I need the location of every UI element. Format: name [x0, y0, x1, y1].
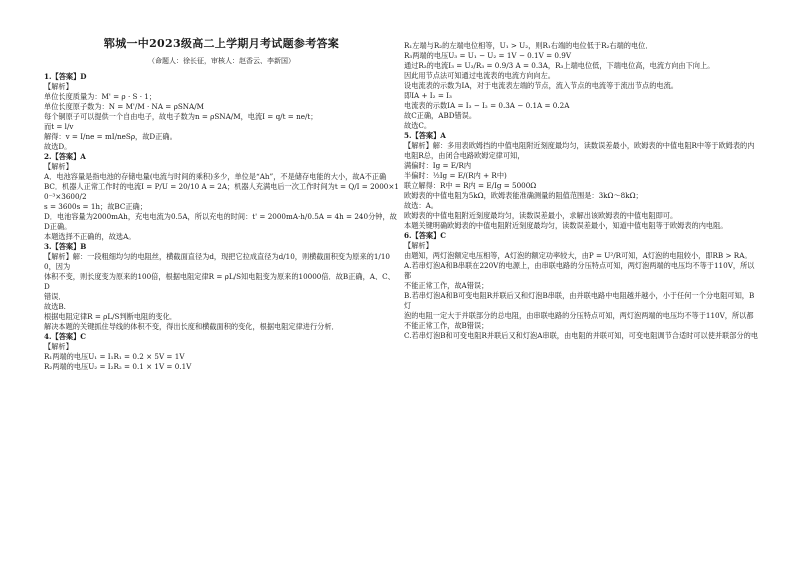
left-text-line: 【解析】解：一段粗细均匀的电阻丝，横截面直径为d，现把它拉成直径为d/10，则横截面积变为原来的1/100，因为 — [44, 252, 390, 271]
left-text-line: 每个铜原子可以提供一个自由电子，故电子数为n = ρSNA/M，电流I = q/t = ne/t； — [44, 112, 318, 121]
right-text-line: 不能正常工作，故B错误； — [404, 321, 489, 330]
left-text-line: 单位长度原子数为：N = M'/M · NA = ρSNA/M — [44, 102, 205, 111]
left-text-line: 单位长度质量为：M' = ρ · S · 1； — [44, 92, 157, 101]
right-text-line: R₃两端的电压U₃ = U₁ − U₂ = 1V − 0.1V = 0.9V — [404, 51, 572, 60]
left-text-line: A．电池容量是指电池的存储电量(电流与时间的乘积)多少，单位是“Ah”，不是储存电能的大小，故A不正确 — [44, 172, 387, 181]
left-text-line: R₂两端的电压U₂ = I₂R₂ = 0.1 × 1V = 0.1V — [44, 362, 192, 371]
left-text-line: 而t = l/v — [44, 122, 74, 131]
right-text-line: 设电流表的示数为IA，对于电流表左端的节点，流入节点的电流等于流出节点的电流。 — [404, 81, 678, 90]
right-text-line: R₁左端与R₂的左端电位相等，U₁ > U₂，则R₁右端的电位低于R₂右端的电位． — [404, 41, 653, 50]
left-text-line: 本题选择不正确的，故选A。 — [44, 232, 136, 241]
right-text-line: 由题知，两灯泡额定电压相等，A灯泡的额定功率较大，由P = U²/R可知，A灯泡的电阻较小，即RB > RA。 — [404, 251, 752, 260]
right-text-line: 欧姆表的中值电阻为5kΩ，欧姆表能准确测量的阻值范围是：3kΩ～8kΩ； — [404, 191, 643, 200]
left-text-line: 【解析】 — [44, 82, 73, 91]
right-text-line: 欧姆表的中值电阻附近刻度最均匀，读数误差最小，求解出该欧姆表的中值电阻即可。 — [404, 211, 678, 220]
left-text-line: 体积不变，则长度变为原来的100倍，根据电阻定律R = ρL/S知电阻变为原来的10000倍．故B正确，A、C、D — [44, 272, 395, 291]
right-text-line: 泡的电阻一定大于并联部分的总电阻，由串联电路的分压特点可知，两灯泡两端的电压均不等于110V，所以都 — [404, 311, 754, 320]
document-subtitle: （命题人：徐长征，审核人：赵香云、李新国） — [148, 57, 295, 65]
right-text-line: 满偏时：Ig = E/R内 — [404, 161, 472, 170]
right-text-line: 本题关键明确欧姆表的中值电阻附近刻度最均匀，读数误差最小，知道中值电阻等于欧姆表的内电阻。 — [404, 221, 728, 230]
left-text-line: 故选B. — [44, 302, 66, 311]
right-text-line: 故C正确，ABD错误。 — [404, 111, 477, 120]
left-text-line: 根据电阻定律R = ρL/S判断电阻的变化． — [44, 312, 177, 321]
right-top-gap — [404, 0, 759, 41]
left-text-line: BC．机器人正常工作时的电流I = P/U = 20/10 A = 2A；机器人充满电后一次工作时间为t = Q/I = 2000×10⁻³×3600/2 — [44, 182, 399, 201]
left-text-line: 【解析】 — [44, 162, 73, 171]
right-text-line: 联立解得：R中 = R内 = E/Ig = 5000Ω — [404, 181, 537, 190]
right-text-line: 即IA + I₂ = I₃ — [404, 91, 452, 100]
left-text-line: 1.【答案】D — [44, 72, 87, 81]
left-text-line: s = 3600s = 1h；故BC正确； — [44, 202, 147, 211]
left-text-line: 2.【答案】A — [44, 152, 86, 161]
left-text-line: 【解析】 — [44, 342, 73, 351]
right-text-line: B.若串灯泡A和B可变电阻R并联后又和灯泡B串联，由并联电路中电阻越并越小，小于任何一个分电阻可知，B灯 — [404, 291, 755, 310]
left-text-line: 故选D。 — [44, 142, 72, 151]
right-text-line: 半偏时：½Ig = E/(R内 + R中) — [404, 171, 507, 180]
right-text-line: 故选：A。 — [404, 201, 438, 210]
right-text-line: 故选C。 — [404, 121, 432, 130]
right-text-line: 电阻R总，由闭合电路欧姆定律可知， — [404, 151, 525, 160]
left-text-line: D．电池容量为2000mAh，充电电流为0.5A，所以充电的时间：t' = 2000mA·h/0.5A = 4h = 240分钟，故D正确。 — [44, 212, 397, 231]
left-column — [44, 0, 399, 372]
right-text-line: 【解析】解：多用表欧姆挡的中值电阻附近刻度最均匀，读数误差最小，欧姆表的中值电阻R中等于欧姆表的内 — [404, 141, 755, 150]
right-text-line: C.若串灯泡B和可变电阻R并联后又和灯泡A串联，由电阻的并联可知，可变电阻调节合适时可以使并联部分的电 — [404, 331, 759, 340]
document-title: 郓城一中2023级高二上学期月考试题参考答案 — [103, 37, 340, 50]
right-text-line: 不能正常工作，故A错误； — [404, 281, 489, 290]
right-text-line: A.若串灯泡A和B串联在220V的电源上，由串联电路的分压特点可知，两灯泡两端的电压均不等于110V，所以都 — [404, 261, 755, 280]
right-text-line: 6.【答案】C — [404, 231, 446, 240]
right-column — [404, 0, 759, 341]
right-text-line: 5.【答案】A — [404, 131, 446, 140]
left-text-line: 解得：v = I/ne = mI/neSρ，故D正确。 — [44, 132, 177, 141]
left-text-line: 错误． — [44, 292, 66, 301]
right-text-line: 通过R₃的电流I₃ = U₃/R₃ = 0.9/3 A = 0.3A，R₃上端电位低，下端电位高，电流方向由下向上。 — [404, 61, 715, 70]
left-text-line: 3.【答案】B — [44, 242, 87, 251]
right-text-line: 【解析】 — [404, 241, 433, 250]
right-text-line: 因此用节点法可知通过电流表的电流方向向左。 — [404, 71, 555, 80]
left-text-line: 解决本题的关键抓住导线的体积不变，得出长度和横截面积的变化，根据电阻定律进行分析． — [44, 322, 339, 331]
left-text-line: 4.【答案】C — [44, 332, 86, 341]
right-text-line: 电流表的示数IA = I₃ − I₂ = 0.3A − 0.1A = 0.2A — [404, 101, 570, 110]
left-text-line: R₁两端的电压U₁ = I₁R₁ = 0.2 × 5V = 1V — [44, 352, 185, 361]
